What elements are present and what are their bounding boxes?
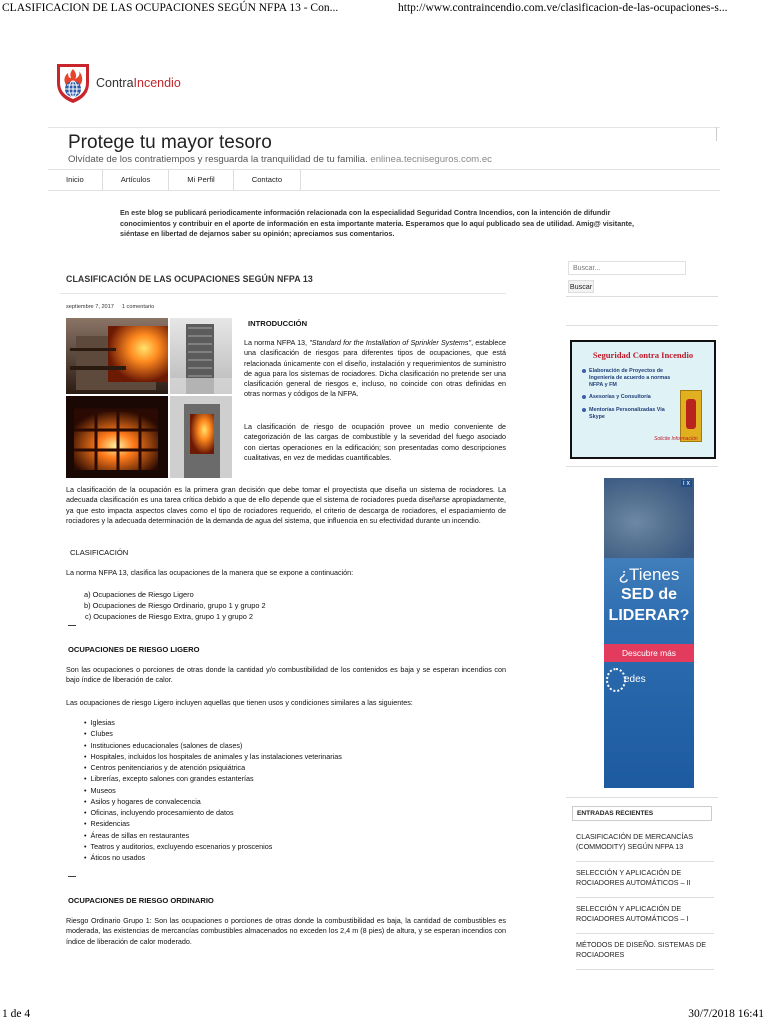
section-heading-riesgo-ordinario: OCUPACIONES DE RIESGO ORDINARIO: [68, 896, 214, 905]
list-item: • Áticos no usados: [84, 852, 342, 863]
logo-text-incendio: Incendio: [133, 76, 181, 90]
list-item: • Librerías, excepto salones con grandes estanterías: [84, 773, 342, 784]
list-item: • Hospitales, incluidos los hospitales de animales y las instalaciones veterinarias: [84, 751, 342, 762]
list-item: • Instituciones educacionales (salones de clases): [84, 740, 342, 751]
list-item: • Residencias: [84, 818, 342, 829]
ligero-paragraph-2: Las ocupaciones de riesgo Ligero incluyen aquellas que tienen usos y condiciones similares a las siguientes:: [66, 698, 413, 707]
list-item: • Iglesias: [84, 717, 342, 728]
separator-dash: —: [68, 872, 76, 881]
ad1-title: Seguridad Contra Incendio: [592, 350, 694, 360]
section-heading-clasificacion: CLASIFICACIÓN: [70, 548, 129, 557]
recent-post-link[interactable]: SELECCIÓN Y APLICACIÓN DE ROCIADORES AUTOMÁTICOS – I: [576, 904, 714, 934]
list-item: • Áreas de sillas en restaurantes: [84, 830, 342, 841]
ad-seguridad-contra-incendio[interactable]: [570, 340, 716, 459]
p1-standard-title: "Standard for the Installation of Sprinkler Systems": [309, 338, 472, 347]
intro-paragraph-1: [244, 338, 506, 400]
post-meta: [66, 304, 154, 310]
post-comments-link[interactable]: 1 comentario: [121, 304, 155, 310]
header-divider: [48, 127, 720, 128]
ad2-portrait: [604, 478, 694, 558]
banner-title[interactable]: Protege tu mayor tesoro: [68, 132, 272, 153]
post-title[interactable]: CLASIFICACIÓN DE LAS OCUPACIONES SEGÚN NFPA 13: [66, 274, 313, 284]
print-page-title: CLASIFICACION DE LAS OCUPACIONES SEGÚN NFPA 13 - Con...: [2, 2, 339, 14]
sidebar-divider: [566, 466, 718, 467]
list-item: Mentorías Personalizadas Vía Skype: [582, 407, 678, 421]
list-item: • Asilos y hogares de convalecencia: [84, 796, 342, 807]
ad1-footer: Solicite Información: [654, 436, 698, 442]
section-heading-riesgo-ligero: OCUPACIONES DE RIESGO LIGERO: [68, 645, 200, 654]
ad2-line-1: ¿Tienes: [618, 565, 680, 584]
ad2-brand: edes: [624, 674, 646, 685]
nav-item-mi-perfil[interactable]: Mi Perfil: [169, 170, 233, 190]
banner-domain: enlinea.tecniseguros.com.ec: [370, 154, 492, 165]
header-divider-tick: [716, 127, 717, 141]
list-item: • Teatros y auditorios, excluyendo escenarios y proscenios: [84, 841, 342, 852]
post-date[interactable]: septiembre 7, 2017: [66, 304, 114, 310]
blog-intro: En este blog se publicará periodicamente información relacionada con la especialidad Seguridad Contra Incendios, con la intención de difundir conocimientos y contribuir en el aporte de información en esta importante materia. Esperamos que lo aquí publicado sea de utilidad. Amig@ visitante, siéntase en libertad de dejarnos saber su opinión; apreciamos sus comentarios.: [120, 208, 634, 238]
recent-post-link[interactable]: MÉTODOS DE DISEÑO. SISTEMAS DE ROCIADORES: [576, 940, 714, 970]
main-nav: [48, 169, 720, 191]
p1-rest: , establece una clasificación de riesgos para diferentes tipos de ocupaciones, que está relacionada únicamente con el diseño, instalación y requerimientos de suministro de agua para los sistemas de rociadores. Dicha clasificación no pretende ser una clasificación general de riesgos e, incluso, no coincide con otras definidas en otras normas y códigos de la NFPA.: [244, 338, 506, 399]
list-item: a) Ocupaciones de Riesgo Ligero: [84, 590, 194, 599]
intro-paragraph-3: La clasificación de la ocupación es la primera gran decisión que debe tomar el proyectista que diseña un sistema de rociadores. La adecuada clasificación es una tarea crítica debido a que de ello depende que el sistema de rociadores pueda diseñarse apropiadamente, ya que esto impacta aspectos claves como el tipo de rociadores requerido, el criterio de descarga de rociadores, el espaciamiento de rociadores y la adecuada determinación de la demanda de agua del sistema, que influencia en su efectividad durante un incendio.: [66, 485, 506, 525]
list-item: • Museos: [84, 785, 342, 796]
sidebar-divider: [566, 296, 718, 297]
list-item: Asesorías y Consultoría: [582, 394, 678, 401]
ad-liderar-banner[interactable]: [604, 478, 694, 788]
ligero-paragraph-1: Son las ocupaciones o porciones de otras donde la cantidad y/o combustibilidad de los contenidos es baja y se esperan incendios con bajo índice de liberación de calor.: [66, 665, 506, 685]
clasificacion-paragraph: La norma NFPA 13, clasifica las ocupaciones de la manera que se expone a continuación:: [66, 568, 354, 577]
print-footer: [0, 1008, 768, 1024]
fire-buildings-photo: [66, 318, 232, 478]
riesgo-ligero-list: [84, 717, 342, 863]
list-item: c) Ocupaciones de Riesgo Extra, grupo 1 y grupo 2: [85, 612, 254, 622]
ad1-services-list: [582, 368, 678, 427]
ad-close-icon[interactable]: i x: [683, 480, 690, 487]
ad2-line-3: LIDERAR?: [608, 607, 690, 624]
recent-posts-heading: ENTRADAS RECIENTES: [572, 806, 712, 821]
intro-paragraph-2: La clasificación de riesgo de ocupación provee un medio conveniente de categorización de las cargas de combustible y la severidad del fuego asociado con ciertas operaciones en la edificación; son presentadas como descripciones cualitativas, en vez de medidas cuantificables.: [244, 422, 506, 462]
search-input[interactable]: [568, 261, 686, 275]
separator-dash: —: [68, 621, 76, 630]
print-datetime: 30/7/2018 16:41: [688, 1008, 764, 1020]
recent-post-link[interactable]: SELECCIÓN Y APLICACIÓN DE ROCIADORES AUTOMÁTICOS – II: [576, 868, 714, 898]
nav-item-contacto[interactable]: Contacto: [234, 170, 301, 190]
print-page-number: 1 de 4: [2, 1008, 31, 1020]
nav-item-articulos[interactable]: Artículos: [103, 170, 170, 190]
print-header: [0, 0, 768, 20]
logo-text-contra: Contra: [96, 76, 134, 90]
list-item: • Oficinas, incluyendo procesamiento de datos: [84, 807, 342, 818]
ordinario-paragraph: Riesgo Ordinario Grupo 1: Son las ocupaciones o porciones de otras donde la combustibilidad es baja, la cantidad de combustibles es moderada, las existencias de mercancías combustibles almacenados no exceden los 2,4 m (8 pies) de altura, y se esperan incendios con índice de liberación de calor moderado.: [66, 916, 506, 946]
sidebar-divider: [566, 325, 718, 326]
print-page-url: http://www.contraincendio.com.ve/clasificacion-de-las-ocupaciones-s...: [398, 2, 728, 14]
section-heading-introduccion: INTRODUCCIÓN: [248, 319, 308, 328]
ad2-line-2: SED de: [620, 586, 677, 603]
list-item: • Centros penitenciarios y de atención psiquiátrica: [84, 762, 342, 773]
p1-prefix: La norma NFPA 13,: [244, 338, 310, 347]
list-item: Elaboración de Proyectos de Ingeniería de acuerdo a normas NFPA y FM: [582, 368, 678, 388]
fire-shield-globe-icon: [54, 61, 92, 105]
list-item: b) Ocupaciones de Riesgo Ordinario, grupo 1 y grupo 2: [84, 601, 266, 611]
search-button[interactable]: Buscar: [569, 282, 593, 291]
list-item: • Clubes: [84, 728, 342, 739]
nav-item-inicio[interactable]: Inicio: [48, 170, 103, 190]
post-title-divider: [60, 293, 506, 294]
fire-extinguisher-icon: [680, 390, 702, 442]
site-logo[interactable]: [54, 60, 181, 106]
site-logo-text: [96, 76, 181, 90]
sidebar-divider: [566, 797, 718, 798]
recent-posts-list: [576, 832, 714, 976]
ad2-cta-button[interactable]: Descubre más: [604, 644, 694, 662]
banner-subtitle[interactable]: [68, 154, 492, 165]
clasificacion-list: [84, 589, 266, 623]
banner-subtitle-text: Olvídate de los contratiempos y resguarda la tranquilidad de tu familia.: [68, 154, 368, 165]
recent-post-link[interactable]: CLASIFICACIÓN DE MERCANCÍAS (COMMODITY) SEGÚN NFPA 13: [576, 832, 714, 862]
